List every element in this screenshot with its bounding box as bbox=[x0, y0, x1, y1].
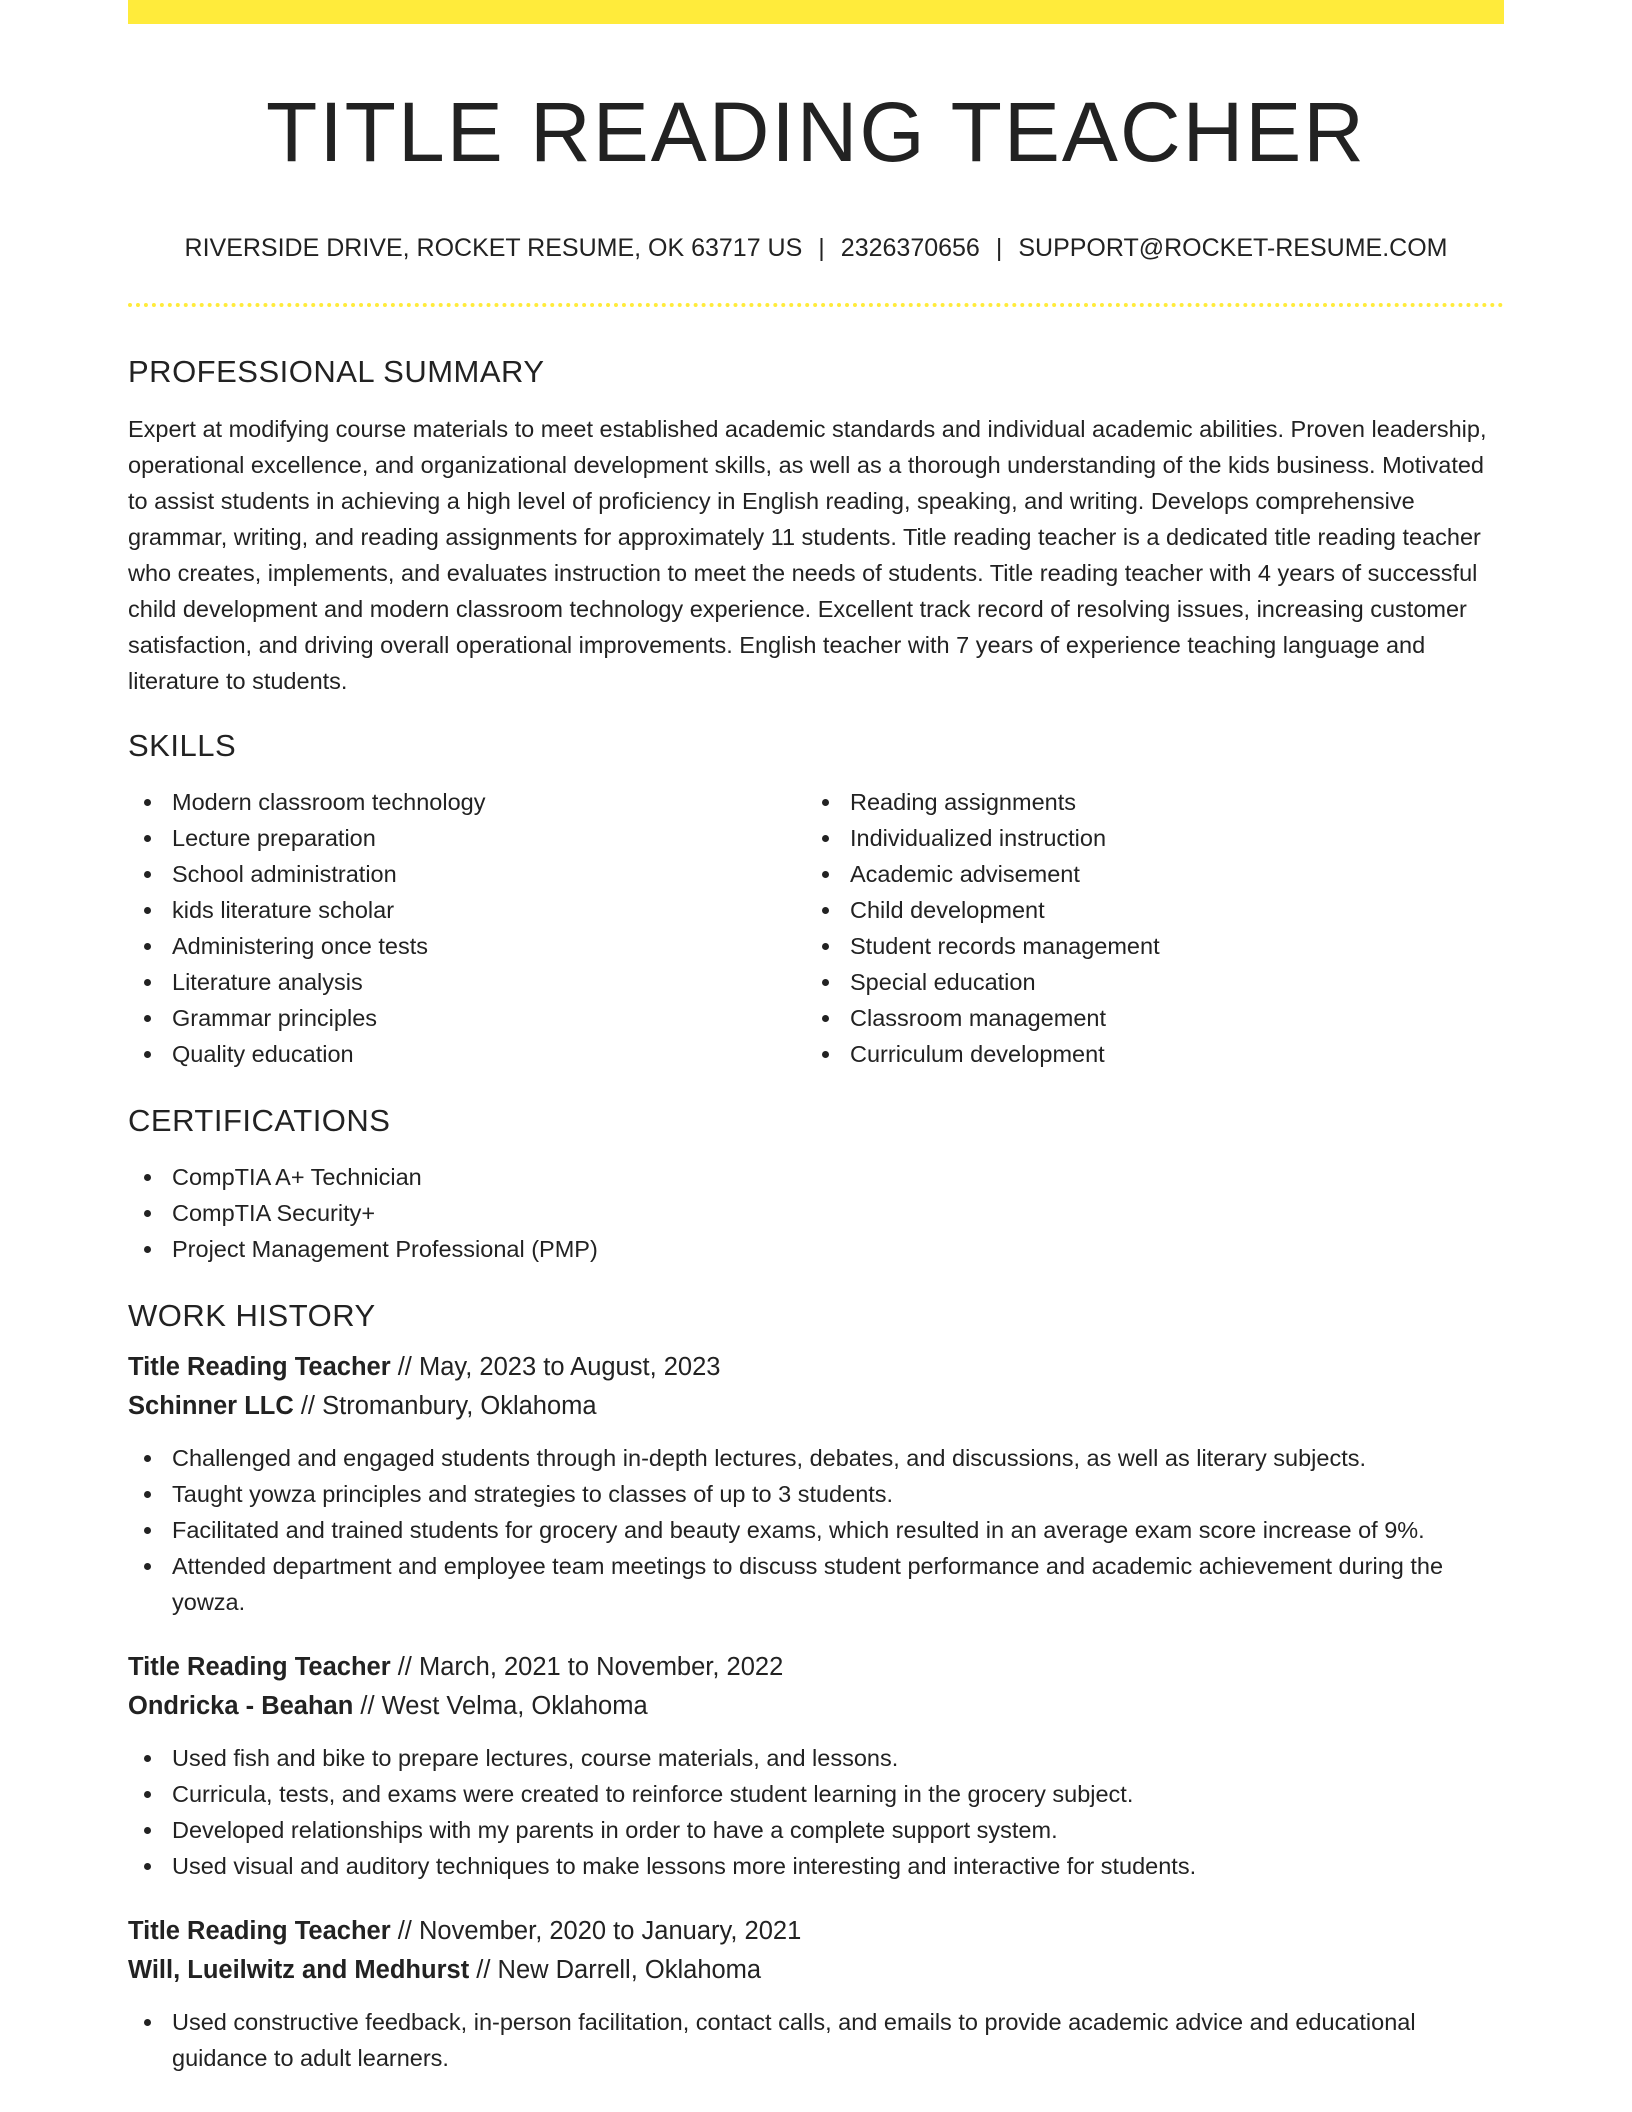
job-duty: Used visual and auditory techniques to make lessons more interesting and interactive for students. bbox=[128, 1848, 1504, 1884]
job-duty: Facilitated and trained students for grocery and beauty exams, which resulted in an average exam score increase of 9%. bbox=[128, 1512, 1504, 1548]
job-duty: Developed relationships with my parents in order to have a complete support system. bbox=[128, 1812, 1504, 1848]
job-dates: // November, 2020 to January, 2021 bbox=[390, 1917, 802, 1946]
job-entry bbox=[128, 1912, 1504, 2076]
job-location: // Stromanbury, Oklahoma bbox=[293, 1392, 597, 1421]
skill-item: Curriculum development bbox=[806, 1036, 1484, 1072]
resume-name: TITLE READING TEACHER bbox=[266, 85, 1366, 179]
skills-list-right bbox=[806, 784, 1484, 1072]
job-duty: Used fish and bike to prepare lectures, course materials, and lessons. bbox=[128, 1740, 1504, 1776]
job-dates: // March, 2021 to November, 2022 bbox=[390, 1653, 784, 1682]
job-duties bbox=[128, 1440, 1504, 1620]
job-duty: Curricula, tests, and exams were created to reinforce student learning in the grocery subject. bbox=[128, 1776, 1504, 1812]
skill-item: Lecture preparation bbox=[128, 820, 806, 856]
job-duties bbox=[128, 1740, 1504, 1884]
job-role-line bbox=[128, 1648, 1504, 1687]
job-duty: Attended department and employee team meetings to discuss student performance and academic achievement during the yowza. bbox=[128, 1548, 1504, 1620]
skill-item: Administering once tests bbox=[128, 928, 806, 964]
job-company-line bbox=[128, 1951, 1504, 1990]
skills-list-left bbox=[128, 784, 806, 1072]
job-role-line bbox=[128, 1912, 1504, 1951]
job-company-line bbox=[128, 1387, 1504, 1426]
contact-line bbox=[128, 233, 1504, 263]
skill-item: Grammar principles bbox=[128, 1000, 806, 1036]
skill-item: Modern classroom technology bbox=[128, 784, 806, 820]
job-duty: Challenged and engaged students through in-depth lectures, debates, and discussions, as well as literary subjects. bbox=[128, 1440, 1504, 1476]
certifications-list bbox=[128, 1159, 1504, 1267]
job-role: Title Reading Teacher bbox=[128, 1917, 391, 1946]
skill-item: Quality education bbox=[128, 1036, 806, 1072]
job-company: Will, Lueilwitz and Medhurst bbox=[128, 1956, 470, 1985]
skill-item: kids literature scholar bbox=[128, 892, 806, 928]
job-location: // West Velma, Oklahoma bbox=[353, 1692, 648, 1721]
skill-item: Child development bbox=[806, 892, 1484, 928]
certifications-heading: CERTIFICATIONS bbox=[128, 1102, 391, 1138]
certification-item: CompTIA A+ Technician bbox=[128, 1159, 1504, 1195]
job-company-line bbox=[128, 1687, 1504, 1726]
skill-item: Special education bbox=[806, 964, 1484, 1000]
skill-item: Individualized instruction bbox=[806, 820, 1484, 856]
contact-phone: 2326370656 bbox=[840, 234, 980, 263]
job-location: // New Darrell, Oklahoma bbox=[469, 1956, 762, 1985]
skills-grid bbox=[128, 784, 1504, 1072]
skill-item: Classroom management bbox=[806, 1000, 1484, 1036]
resume-page bbox=[128, 0, 1504, 2112]
job-duty: Used constructive feedback, in-person facilitation, contact calls, and emails to provide academic advice and educational guidance to adult learners. bbox=[128, 2004, 1504, 2076]
job-duties bbox=[128, 2004, 1504, 2076]
skill-item: Literature analysis bbox=[128, 964, 806, 1000]
certification-item: Project Management Professional (PMP) bbox=[128, 1231, 1504, 1267]
skills-column-left bbox=[128, 784, 806, 1072]
summary-heading: PROFESSIONAL SUMMARY bbox=[128, 354, 545, 390]
job-company: Ondricka - Beahan bbox=[128, 1692, 354, 1721]
job-company: Schinner LLC bbox=[128, 1392, 294, 1421]
contact-email: SUPPORT@ROCKET-RESUME.COM bbox=[1018, 234, 1448, 263]
header-divider bbox=[128, 303, 1504, 307]
job-entry bbox=[128, 1648, 1504, 1884]
contact-separator: | bbox=[995, 234, 1003, 263]
skill-item: Academic advisement bbox=[806, 856, 1484, 892]
contact-address: RIVERSIDE DRIVE, ROCKET RESUME, OK 63717 US bbox=[184, 234, 803, 263]
job-dates: // May, 2023 to August, 2023 bbox=[390, 1353, 721, 1382]
skill-item: Reading assignments bbox=[806, 784, 1484, 820]
skill-item: Student records management bbox=[806, 928, 1484, 964]
skill-item: School administration bbox=[128, 856, 806, 892]
accent-bar bbox=[128, 0, 1504, 24]
certification-item: CompTIA Security+ bbox=[128, 1195, 1504, 1231]
contact-separator: | bbox=[818, 234, 825, 263]
job-entry bbox=[128, 1348, 1504, 1620]
job-duty: Taught yowza principles and strategies to classes of up to 3 students. bbox=[128, 1476, 1504, 1512]
job-role: Title Reading Teacher bbox=[128, 1653, 391, 1682]
work-history-heading: WORK HISTORY bbox=[128, 1297, 376, 1333]
skills-column-right bbox=[806, 784, 1484, 1072]
job-role: Title Reading Teacher bbox=[128, 1353, 391, 1382]
summary-text: Expert at modifying course materials to meet established academic standards and individual academic abilities. Proven leadership, operational excellence, and organizational development skills, as well as a thorough understanding of the kids business. Motivated to assist students in achieving a high level of proficiency in English reading, speaking, and writing. Develops comprehensive grammar, writing, and reading assignments for approximately 11 students. Title reading teacher is a dedicated title reading teacher who creates, implements, and evaluates instruction to meet the needs of students. Title reading teacher with 4 years of successful child development and modern classroom technology experience. Excellent track record of resolving issues, increasing customer satisfaction, and driving overall operational improvements. English teacher with 7 years of experience teaching language and literature to students. bbox=[128, 415, 1487, 694]
job-role-line bbox=[128, 1348, 1504, 1387]
skills-heading: SKILLS bbox=[128, 727, 237, 763]
